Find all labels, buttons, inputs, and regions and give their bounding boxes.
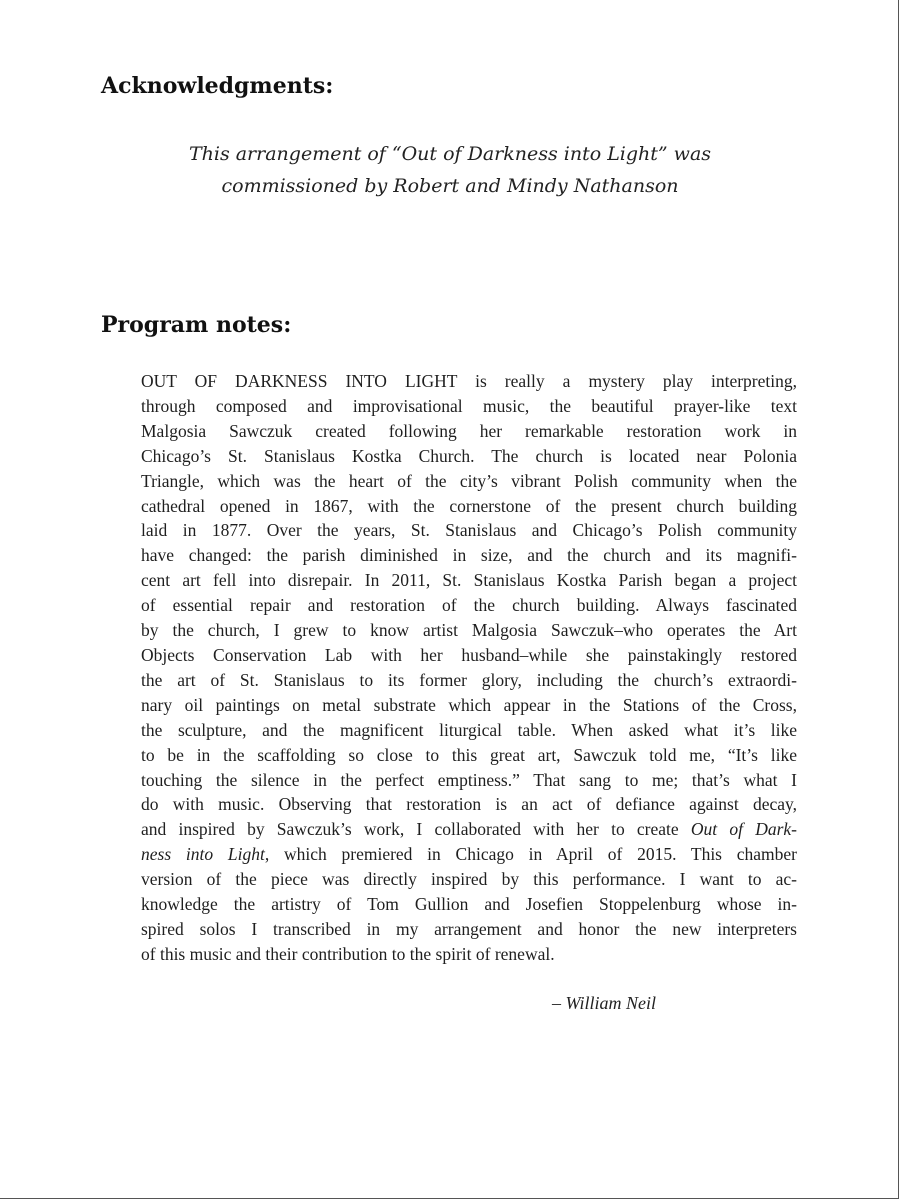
- notes-line: cent art fell into disrepair. In 2011, St. Stanislaus Kostka Parish began a project: [141, 570, 797, 591]
- notes-line: Chicago’s St. Stanislaus Kostka Church. The church is located near Polonia: [141, 445, 797, 466]
- notes-line: of this music and their contribution to the spirit of renewal.: [141, 943, 555, 964]
- notes-line-text: , which premiered in Chicago in April of 2015. This chamber: [264, 844, 797, 865]
- notes-line: Malgosia Sawczuk created following her remarkable restoration work in: [141, 420, 797, 441]
- notes-line: [141, 817, 797, 842]
- acknowledgments-line: commissioned by Robert and Mindy Nathanson: [221, 175, 679, 197]
- notes-line: Objects Conservation Lab with her husband–while she painstakingly restored: [141, 644, 797, 665]
- notes-line: OUT OF DARKNESS INTO LIGHT is really a mystery play interpreting,: [141, 371, 797, 391]
- work-title-italic: ness into Light: [141, 844, 265, 865]
- notes-line: Triangle, which was the heart of the city’s vibrant Polish community when the: [141, 470, 797, 491]
- notes-line: cathedral opened in 1867, with the cornerstone of the present church building: [141, 495, 797, 516]
- notes-line: version of the piece was directly inspired by this performance. I want to ac-: [141, 869, 797, 890]
- notes-line: [141, 842, 797, 867]
- notes-line: the sculpture, and the magnificent liturgical table. When asked what it’s like: [141, 719, 797, 740]
- notes-line: touching the silence in the perfect emptiness.” That sang to me; that’s what I: [141, 769, 797, 790]
- acknowledgments-heading: Acknowledgments:: [101, 73, 334, 99]
- program-notes-heading: Program notes:: [101, 312, 292, 338]
- notes-line: of essential repair and restoration of the church building. Always fascinated: [141, 595, 797, 616]
- notes-line: have changed: the parish diminished in size, and the church and its magnifi-: [141, 545, 797, 566]
- notes-line: do with music. Observing that restoration is an act of defiance against decay,: [141, 794, 797, 815]
- notes-line: laid in 1877. Over the years, St. Stanislaus and Chicago’s Polish community: [141, 520, 797, 541]
- signature: – William Neil: [552, 993, 657, 1013]
- acknowledgments-text: [150, 138, 750, 202]
- notes-line: the art of St. Stanislaus to its former glory, including the church’s extraordi-: [141, 669, 797, 690]
- acknowledgments-line: This arrangement of “Out of Darkness into Light” was: [188, 143, 712, 165]
- notes-line: knowledge the artistry of Tom Gullion and Josefien Stoppelenburg whose in-: [141, 894, 797, 915]
- notes-line: nary oil paintings on metal substrate which appear in the Stations of the Cross,: [141, 694, 797, 715]
- work-title-italic: Out of Dark-: [690, 819, 797, 840]
- program-notes-body: [141, 369, 797, 967]
- notes-line-text: and inspired by Sawczuk’s work, I collaborated with her to create: [141, 819, 691, 840]
- notes-line: to be in the scaffolding so close to this great art, Sawczuk told me, “It’s like: [141, 744, 797, 765]
- notes-line: spired solos I transcribed in my arrangement and honor the new interpreters: [141, 918, 797, 939]
- notes-line: by the church, I grew to know artist Malgosia Sawczuk–who operates the Art: [141, 620, 797, 641]
- notes-line: through composed and improvisational music, the beautiful prayer-like text: [141, 395, 797, 416]
